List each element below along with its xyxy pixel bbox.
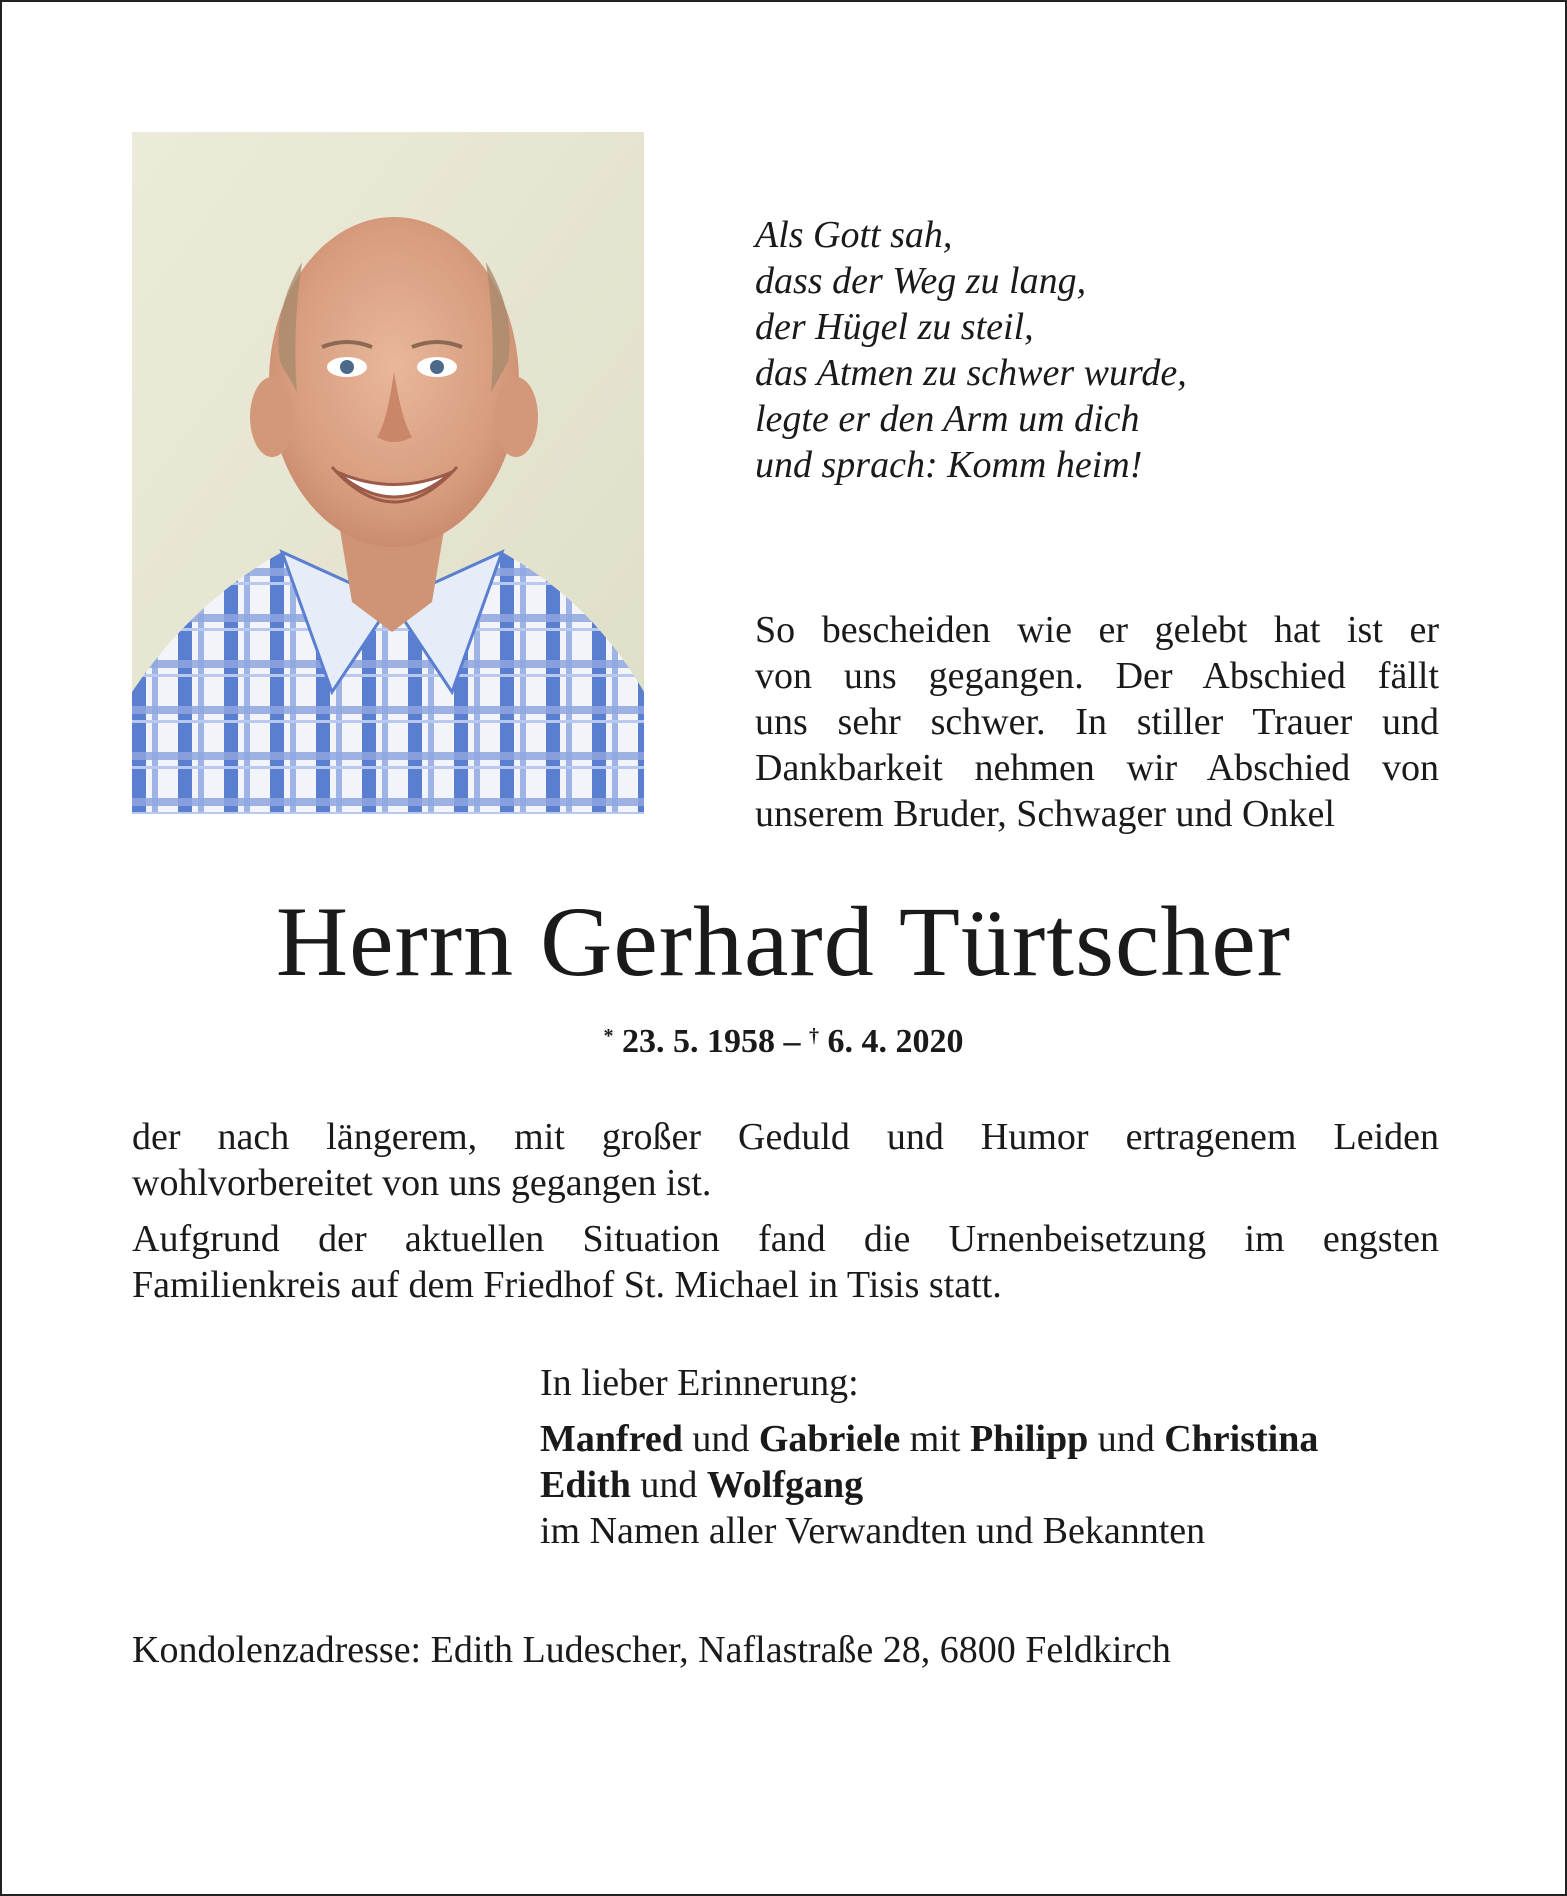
connector: und (630, 1464, 707, 1506)
signer-name: Edith (540, 1464, 631, 1506)
signers-label: In lieber Erinnerung: (540, 1362, 859, 1404)
body-line: wohlvorbereitet von uns gegangen ist. (132, 1162, 712, 1204)
connector: mit (900, 1418, 970, 1460)
birth-date: 23. 5. 1958 (622, 1023, 775, 1060)
poem-line: das Atmen zu schwer wurde, (755, 352, 1187, 394)
signer-name: Philipp (969, 1418, 1089, 1460)
condolence-address: Kondolenzadresse: Edith Ludescher, Naflastraße 28, 6800 Feldkirch (132, 1629, 1171, 1671)
signer-name: Gabriele (758, 1418, 901, 1460)
poem-line: dass der Weg zu lang, (755, 260, 1087, 302)
connector: und (682, 1418, 759, 1460)
signers (540, 1360, 1440, 1554)
portrait-photo (132, 132, 644, 814)
signers-footer: im Namen aller Verwandten und Bekannten (540, 1510, 1206, 1552)
death-date: 6. 4. 2020 (827, 1023, 964, 1060)
poem-line: Als Gott sah, (755, 214, 953, 256)
birth-symbol: * (603, 1025, 614, 1047)
deceased-name: Herrn Gerhard Türtscher (275, 886, 1292, 997)
poem (755, 212, 1315, 488)
intro-line: uns sehr schwer. In stiller Trauer und (755, 701, 1439, 743)
life-dates (2, 1014, 1565, 1064)
intro-line: So bescheiden wie er gelebt hat ist er (755, 609, 1439, 651)
poem-line: legte er den Arm um dich (755, 398, 1140, 440)
portrait-image (132, 132, 644, 814)
signers-line (540, 1416, 1440, 1462)
death-symbol: † (809, 1025, 819, 1047)
signer-name: Wolfgang (706, 1464, 864, 1506)
signers-line (540, 1462, 1440, 1508)
intro-paragraph (755, 607, 1439, 837)
signer-name: Christina (1164, 1418, 1319, 1460)
date-separator: – (775, 1023, 809, 1060)
body-line: Familienkreis auf dem Friedhof St. Michael in Tisis statt. (132, 1264, 1002, 1306)
body-paragraph (132, 1216, 1439, 1308)
intro-line: Dankbarkeit nehmen wir Abschied von (755, 747, 1439, 789)
connector: und (1088, 1418, 1165, 1460)
body-paragraph (132, 1114, 1439, 1206)
body-line: der nach längerem, mit großer Geduld und Humor ertragenem Leiden (132, 1116, 1439, 1158)
intro-line: unserem Bruder, Schwager und Onkel (755, 793, 1335, 835)
body-text (132, 1114, 1439, 1318)
poem-line: und sprach: Komm heim! (755, 444, 1143, 486)
body-line: Aufgrund der aktuellen Situation fand die Urnenbeisetzung im engsten (132, 1218, 1439, 1260)
signer-name: Manfred (540, 1418, 683, 1460)
poem-line: der Hügel zu steil, (755, 306, 1034, 348)
intro-line: von uns gegangen. Der Abschied fällt (755, 655, 1439, 697)
